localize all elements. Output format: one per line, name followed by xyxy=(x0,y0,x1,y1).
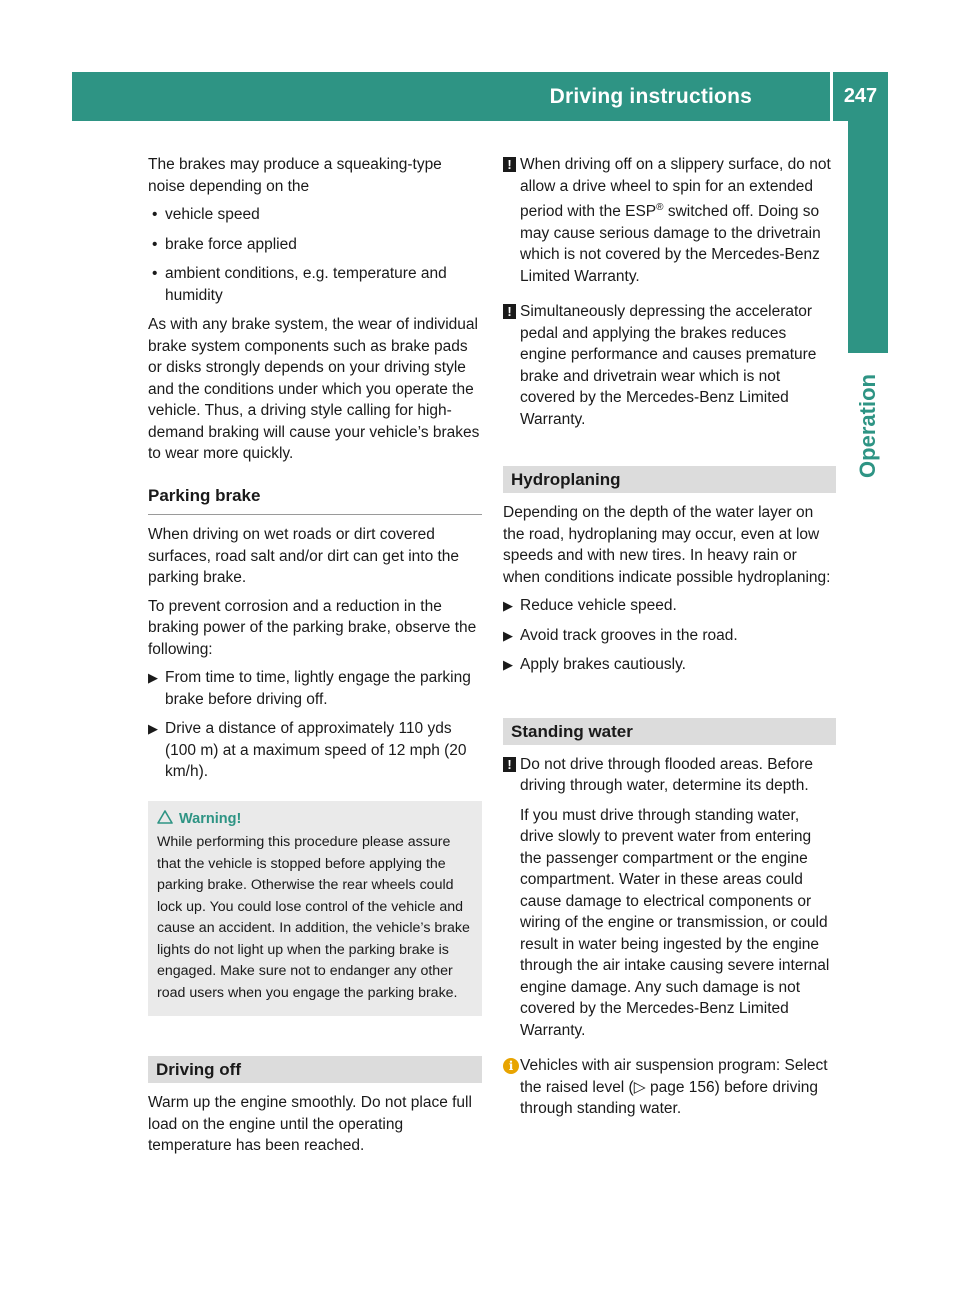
list-item: ▶ Reduce vehicle speed. xyxy=(503,595,836,617)
exclamation-icon: ! xyxy=(503,157,516,172)
list-item: ▶ Drive a distance of approximately 110 yds (100 m) at a maximum speed of 12 mph (20 km/h). xyxy=(148,720,467,780)
standing-water-paragraph: If you must drive through standing water, drive slowly to prevent water from entering the passenger compartment or the engine compartment. Water in these areas could cause damage to electrical components or wiring of the engine or transmission, or could result in water being ingested by the engine through the air intake causing severe internal engine damage. Any such damage is not covered by the Mercedes-Benz Limited Warranty. xyxy=(520,806,830,1039)
side-tab-marker xyxy=(848,121,888,353)
info-icon: i xyxy=(503,1058,519,1074)
intro-paragraph: The brakes may produce a squeaking-type noise depending on the xyxy=(148,156,442,195)
parking-brake-paragraph: When driving on wet roads or dirt covered surfaces, road salt and/or dirt can get into the parking brake. xyxy=(148,526,460,586)
left-column xyxy=(148,154,482,1164)
warning-box xyxy=(148,801,482,1017)
warning-triangle-icon xyxy=(157,810,173,824)
step-arrow-icon: ▶ xyxy=(148,670,158,685)
exclamation-icon: ! xyxy=(503,304,516,319)
caution-note: ! When driving off on a slippery surface, do not allow a drive wheel to spin for an extended period with the ESP® switched off. Doing so may cause serious damage to the drivetrain which is not covered by the Mercedes-Benz Limited Warranty. xyxy=(503,154,836,287)
list-item: ▶ Apply brakes cautiously. xyxy=(503,654,836,676)
step-arrow-icon: ▶ xyxy=(503,598,513,614)
caution-note: ! Simultaneously depressing the accelerator pedal and applying the brakes reduces engine performance and causes premature brake and drivetrain wear which is not covered by the Mercedes-Benz Limited Warranty. xyxy=(503,301,836,430)
exclamation-icon: ! xyxy=(503,757,516,772)
list-item: • brake force applied xyxy=(148,234,482,256)
chapter-title: Driving instructions xyxy=(549,85,752,108)
list-item: • vehicle speed xyxy=(148,204,482,226)
parking-brake-paragraph: To prevent corrosion and a reduction in the braking power of the parking brake, observe the following: xyxy=(148,597,477,658)
warning-title: Warning! xyxy=(157,809,474,831)
parking-brake-heading: Parking brake xyxy=(148,485,482,516)
list-item: • ambient conditions, e.g. temperature and humidity xyxy=(152,265,447,304)
header-bar xyxy=(72,72,888,121)
hydroplaning-heading: Hydroplaning xyxy=(503,466,836,493)
step-arrow-icon: ▶ xyxy=(503,657,513,673)
hydroplaning-paragraph: Depending on the depth of the water layer on the road, hydroplaning may occur, even at low speeds and with new tires. In heavy rain or when conditions indicate possible hydroplaning: xyxy=(503,504,831,586)
bullet-icon: • xyxy=(152,265,158,282)
caution-note: ! Do not drive through flooded areas. Before driving through water, determine its depth. xyxy=(503,754,836,797)
driving-off-heading: Driving off xyxy=(148,1056,482,1083)
right-column xyxy=(503,154,836,1120)
warning-text: While performing this procedure please assure that the vehicle is stopped before applying the parking brake. Otherwise the rear wheels could lock up. You could lose control of the vehicle and cause an accident. In addition, the vehicle’s brake lights do not light up when the parking brake is engaged. Make sure not to endanger any other road users when you engage the parking brake. xyxy=(157,834,470,1001)
bullet-icon: • xyxy=(152,206,158,223)
info-note: i Vehicles with air suspension program: Select the raised level (▷ page 156) before driving through standing water. xyxy=(503,1055,836,1120)
standing-water-heading: Standing water xyxy=(503,718,836,745)
page-reference-link[interactable]: ▷ page 156 xyxy=(633,1078,715,1096)
step-arrow-icon: ▶ xyxy=(503,627,513,643)
step-arrow-icon: ▶ xyxy=(148,721,158,736)
page-number: 247 xyxy=(843,85,878,107)
driving-off-paragraph: Warm up the engine smoothly. Do not place full load on the engine until the operating temperature has been reached. xyxy=(148,1094,472,1154)
side-tab-label: Operation xyxy=(855,373,880,478)
list-item: ▶ From time to time, lightly engage the parking brake before driving off. xyxy=(148,669,471,708)
wear-paragraph: As with any brake system, the wear of individual brake system components such as brake pads or disks strongly depends on your driving style and the conditions under which you operate the vehicle. Thus, a driving style calling for high-demand braking will cause your vehicle’s brakes to wear more quickly. xyxy=(148,316,480,462)
list-item: ▶ Avoid track grooves in the road. xyxy=(503,625,836,647)
bullet-icon: • xyxy=(152,235,158,253)
